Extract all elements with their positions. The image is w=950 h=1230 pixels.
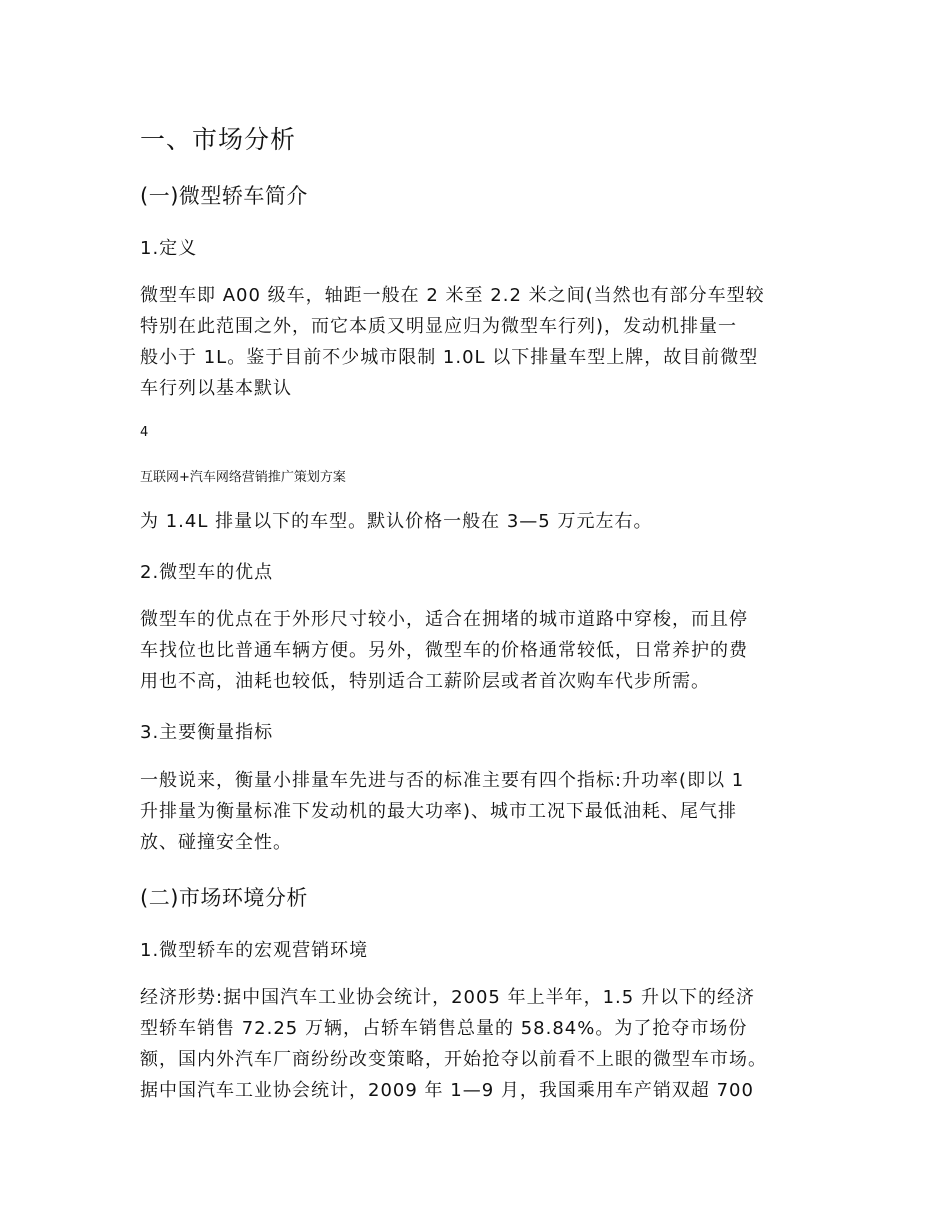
chapter-heading: 一、市场分析 bbox=[140, 125, 297, 154]
text-line: 般小于 1L。鉴于目前不少城市限制 1.0L 以下排量车型上牌，故目前微型 bbox=[140, 347, 759, 368]
paragraph-definition bbox=[140, 280, 840, 404]
section-heading-intro: (一)微型轿车简介 bbox=[140, 184, 308, 208]
text-line: 微型车即 A00 级车，轴距一般在 2 米至 2.2 米之间(当然也有部分车型较 bbox=[140, 285, 765, 306]
subsection-heading-definition: 1.定义 bbox=[140, 238, 198, 259]
paragraph-continued bbox=[140, 506, 840, 537]
text-line: 车行列以基本默认 bbox=[140, 378, 292, 399]
text-line: 据中国汽车工业协会统计，2009 年 1—9 月，我国乘用车产销双超 700 bbox=[140, 1080, 754, 1101]
text-line: 车找位也比普通车辆方便。另外，微型车的价格通常较低，日常养护的费 bbox=[140, 640, 748, 661]
section-heading-market-environment: (二)市场环境分析 bbox=[140, 886, 308, 910]
paragraph-advantages bbox=[140, 604, 840, 697]
paragraph-macro-environment bbox=[140, 982, 840, 1106]
running-header: 互联网+汽车网络营销推广策划方案 bbox=[140, 470, 346, 485]
text-line: 额，国内外汽车厂商纷纷改变策略，开始抢夺以前看不上眼的微型车市场。 bbox=[140, 1049, 767, 1070]
subsection-heading-macro-environment: 1.微型轿车的宏观营销环境 bbox=[140, 940, 369, 961]
text-line: 放、碰撞安全性。 bbox=[140, 832, 292, 853]
subsection-heading-metrics: 3.主要衡量指标 bbox=[140, 722, 274, 743]
text-line: 用也不高，油耗也较低，特别适合工薪阶层或者首次购车代步所需。 bbox=[140, 671, 710, 692]
text-line: 微型车的优点在于外形尺寸较小，适合在拥堵的城市道路中穿梭，而且停 bbox=[140, 609, 748, 630]
text-line: 特别在此范围之外，而它本质又明显应归为微型车行列)，发动机排量一 bbox=[140, 316, 738, 337]
text-line: 经济形势:据中国汽车工业协会统计，2005 年上半年，1.5 升以下的经济 bbox=[140, 987, 755, 1008]
text-line: 型轿车销售 72.25 万辆，占轿车销售总量的 58.84%。为了抢夺市场份 bbox=[140, 1018, 748, 1039]
subsection-heading-advantages: 2.微型车的优点 bbox=[140, 562, 274, 583]
paragraph-metrics bbox=[140, 765, 840, 858]
text-line: 一般说来，衡量小排量车先进与否的标准主要有四个指标:升功率(即以 1 bbox=[140, 770, 745, 791]
text-line: 升排量为衡量标准下发动机的最大功率)、城市工况下最低油耗、尾气排 bbox=[140, 801, 738, 822]
page-number: 4 bbox=[140, 425, 149, 440]
text-line: 为 1.4L 排量以下的车型。默认价格一般在 3—5 万元左右。 bbox=[140, 511, 653, 532]
